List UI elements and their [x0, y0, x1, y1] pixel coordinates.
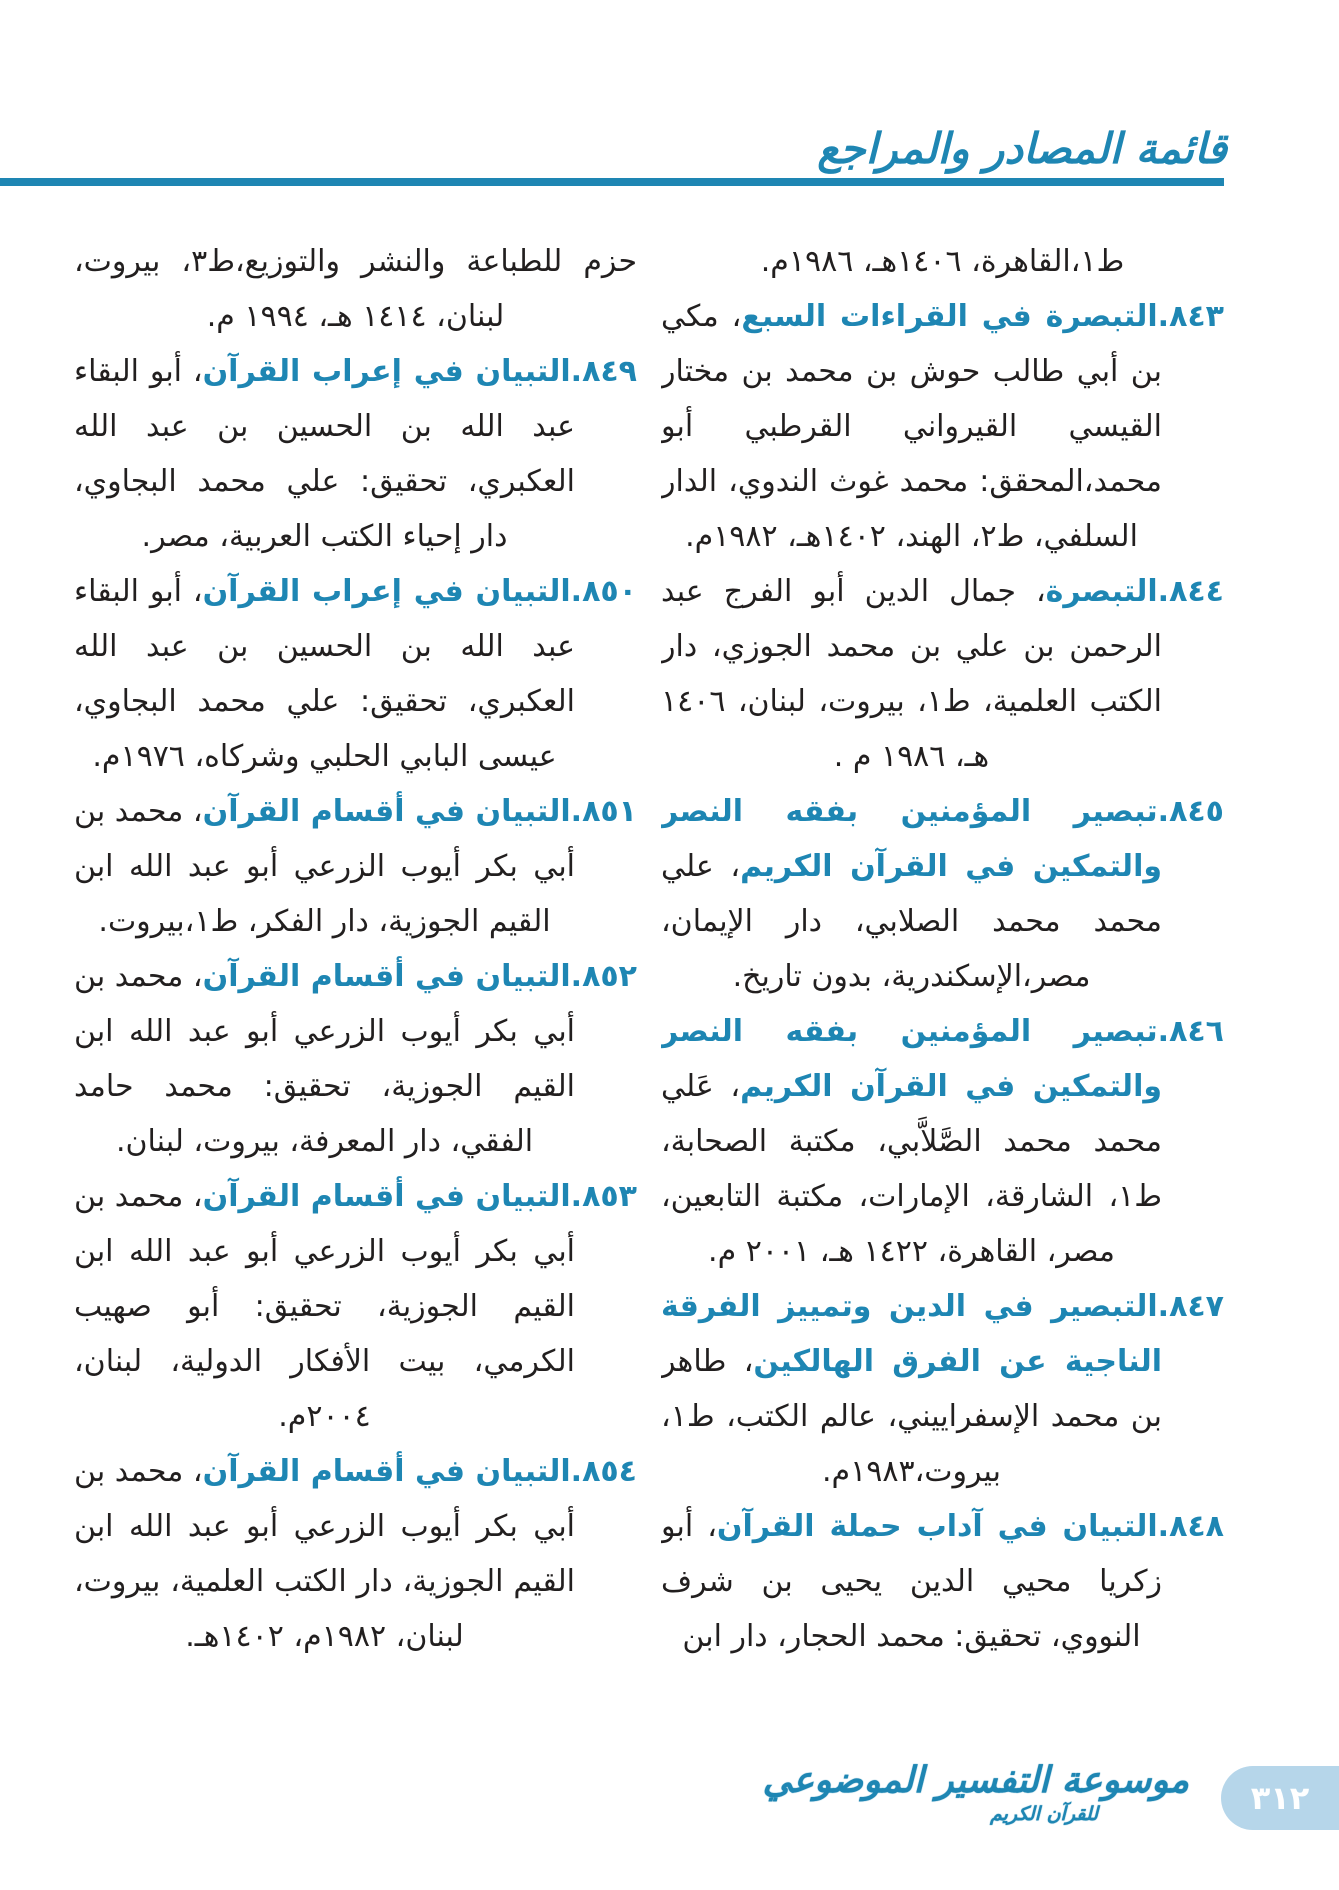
entry-text: ، أبو البقاء عبد الله بن الحسين بن عبد الله العكبري، تحقيق: علي محمد البجاوي، دار إحياء الكتب العربية، مصر.: [74, 354, 575, 554]
entry-title: تبصير المؤمنين بفقه النصر والتمكين في القرآن الكريم: [661, 1014, 1162, 1104]
bibliography-entry: [661, 784, 1224, 1004]
entry-text: ، محمد بن أبي بكر أيوب الزرعي أبو عبد الله ابن القيم الجوزية، تحقيق: أبو صهيب الكرمي، بيت الأفكار الدولية، لبنان، ٢٠٠٤م.: [74, 1179, 575, 1434]
entry-number: ٨٥١ .: [571, 794, 637, 829]
entry-text: ، عَلي محمد محمد الصَّلاَّبي، مكتبة الصحابة، ط١، الشارقة، الإمارات، مكتبة التابعين، مصر، القاهرة، ١٤٢٢ هـ، ٢٠٠١ م.: [661, 1069, 1162, 1269]
entry-title: التبيان في أقسام القرآن: [202, 794, 571, 829]
entry-title: تبصير المؤمنين بفقه النصر والتمكين في القرآن الكريم: [661, 794, 1162, 884]
bibliography-columns: [74, 234, 1224, 1744]
page-number-tab: [1221, 1766, 1339, 1830]
entry-number: ٨٥٤ .: [571, 1454, 637, 1489]
entry-number: ٨٥٢ .: [571, 959, 637, 994]
bibliography-entry: [74, 344, 637, 564]
entry-number: ٨٤٤ .: [1158, 574, 1224, 609]
bibliography-entry: [74, 1169, 637, 1444]
logo-subtitle: للقرآن الكريم: [990, 1803, 1098, 1825]
entry-text: ، محمد بن أبي بكر أيوب الزرعي أبو عبد الله ابن القيم الجوزية، دار الفكر، ط١،بيروت.: [74, 794, 575, 939]
entry-title: التبيان في إعراب القرآن: [202, 354, 571, 389]
entries-right: [661, 289, 1224, 1664]
entry-number: ٨٤٥ .: [1158, 794, 1224, 829]
entry-text: ، محمد بن أبي بكر أيوب الزرعي أبو عبد الله ابن القيم الجوزية، دار الكتب العلمية، بيروت، لبنان، ١٩٨٢م، ١٤٠٢هـ.: [74, 1454, 575, 1654]
bibliography-entry: [74, 564, 637, 784]
bibliography-entry: [661, 564, 1224, 784]
carryover-text: حزم للطباعة والنشر والتوزيع،ط٣، بيروت، لبنان، ١٤١٤ هـ، ١٩٩٤ م.: [74, 244, 637, 334]
bibliography-entry: [74, 1444, 637, 1664]
page-header-title: قائمة المصادر والمراجع: [817, 124, 1227, 173]
entry-number: ٨٤٧ .: [1158, 1289, 1224, 1324]
entry-title: التبيان في أقسام القرآن: [202, 959, 571, 994]
page-number: ٣١٢: [1250, 1779, 1310, 1817]
bibliography-entry: [74, 784, 637, 949]
entry-number: ٨٤٣ .: [1158, 299, 1224, 334]
bibliography-entry: [661, 1004, 1224, 1279]
entry-text: ، جمال الدين أبو الفرج عبد الرحمن بن علي بن محمد الجوزي، دار الكتب العلمية، ط١، بيروت، لبنان، ١٤٠٦ هـ، ١٩٨٦ م .: [661, 574, 1162, 774]
entry-number: ٨٤٦ .: [1158, 1014, 1224, 1049]
entry-title: التبصرة في القراءات السبع: [741, 299, 1158, 334]
entry-number: ٨٥٠ .: [571, 574, 637, 609]
entries-left: [74, 344, 637, 1664]
bibliography-entry: [661, 1279, 1224, 1499]
entry-text: ، طاهر بن محمد الإسفراييني، عالم الكتب، ط١، بيروت،١٩٨٣م.: [661, 1344, 1162, 1489]
entry-title: التبصير في الدين وتمييز الفرقة الناجية عن الفرق الهالكين: [661, 1289, 1162, 1379]
entry-text: ، محمد بن أبي بكر أيوب الزرعي أبو عبد الله ابن القيم الجوزية، تحقيق: محمد حامد الفقي، دار المعرفة، بيروت، لبنان.: [74, 959, 575, 1159]
publisher-logo: [762, 1760, 1189, 1825]
entry-title: التبيان في أقسام القرآن: [202, 1454, 571, 1489]
column-right: [661, 234, 1224, 1744]
entry-title: التبيان في إعراب القرآن: [202, 574, 571, 609]
entry-title: التبيان في أقسام القرآن: [202, 1179, 571, 1214]
logo-title: موسوعة التفسير الموضوعي: [762, 1760, 1189, 1801]
entry-number: ٨٥٣ .: [571, 1179, 637, 1214]
entry-text: ، علي محمد محمد الصلابي، دار الإيمان، مصر،الإسكندرية، بدون تاريخ.: [661, 849, 1162, 994]
entry-text: ، مكي بن أبي طالب حوش بن محمد بن مختار القيسي القيرواني القرطبي أبو محمد،المحقق: محمد غوث الندوي، الدار السلفي، ط٢، الهند، ١٤٠٢هـ، ١٩٨٢م.: [661, 299, 1162, 554]
bibliography-entry: [661, 289, 1224, 564]
entry-title: التبيان في آداب حملة القرآن: [716, 1509, 1158, 1544]
header-rule: [0, 178, 1224, 186]
carryover-text: ط١،القاهرة، ١٤٠٦هـ، ١٩٨٦م.: [760, 244, 1125, 279]
entry-title: التبصرة: [1045, 574, 1158, 609]
entry-number: ٨٤٨ .: [1158, 1509, 1224, 1544]
entry-text: ، أبو البقاء عبد الله بن الحسين بن عبد الله العكبري، تحقيق: علي محمد البجاوي، عيسى البابي الحلبي وشركاه، ١٩٧٦م.: [74, 574, 575, 774]
entry-text: ، أبو زكريا محيي الدين يحيى بن شرف النووي، تحقيق: محمد الحجار، دار ابن: [661, 1509, 1162, 1654]
entry-number: ٨٤٩ .: [571, 354, 637, 389]
bibliography-entry: [661, 1499, 1224, 1664]
bibliography-entry: [74, 949, 637, 1169]
column-left: [74, 234, 637, 1744]
